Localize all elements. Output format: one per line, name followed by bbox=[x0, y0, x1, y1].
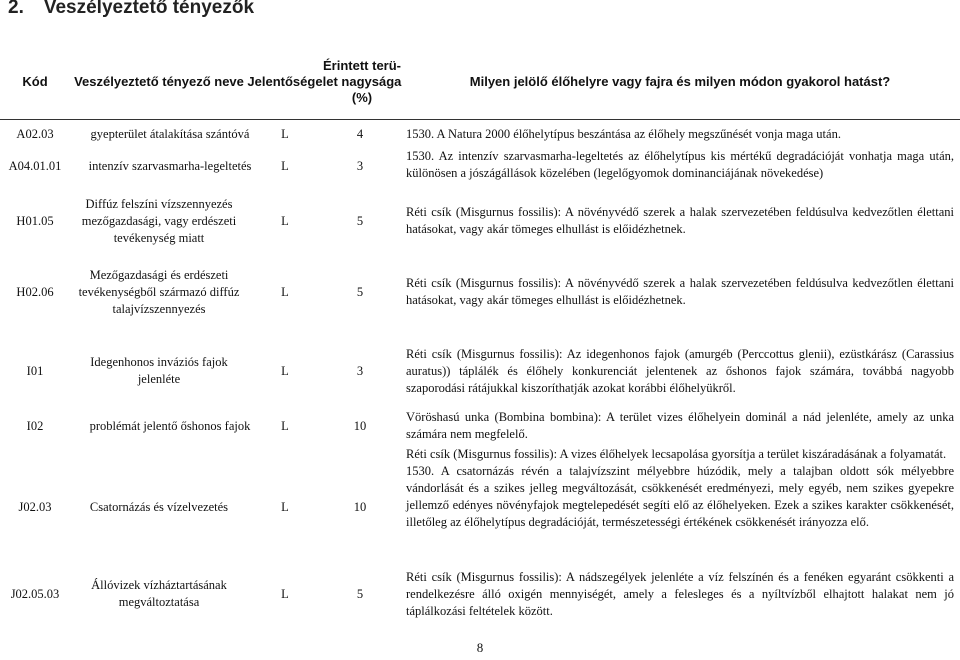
section-number: 2. bbox=[8, 0, 24, 18]
row-significance: L bbox=[281, 418, 289, 433]
row-name: Állóvizek vízháztartásának megváltoztatása bbox=[91, 578, 227, 609]
row-size: 3 bbox=[356, 363, 364, 378]
table-row bbox=[0, 148, 960, 184]
row-significance: L bbox=[281, 213, 289, 228]
row-code: J02.05.03 bbox=[10, 586, 60, 601]
table-row bbox=[0, 262, 960, 322]
header-effect: Milyen jelölő élőhelyre vagy fajra és milyen módon gyakorol hatást? bbox=[469, 74, 891, 89]
row-size: 5 bbox=[356, 213, 364, 228]
row-code: A04.01.01 bbox=[8, 158, 62, 173]
header-size-line2: let nagysága bbox=[322, 74, 402, 89]
row-name: gyepterület átalakítása szántóvá bbox=[90, 126, 250, 141]
row-code: J02.03 bbox=[18, 499, 52, 514]
row-name: Diffúz felszíni vízszennyezés mezőgazdasági, vagy erdészeti tevékenység miatt bbox=[81, 196, 237, 245]
page-number: 8 bbox=[476, 640, 484, 655]
row-name: intenzív szarvasmarha-legeltetés bbox=[88, 158, 252, 173]
section-title: Veszélyeztető tényezők bbox=[43, 0, 255, 18]
row-effect bbox=[406, 148, 954, 184]
header-area-size bbox=[320, 44, 404, 120]
row-code: I01 bbox=[26, 363, 44, 378]
row-significance: L bbox=[281, 586, 289, 601]
row-effect bbox=[406, 124, 954, 144]
row-significance: L bbox=[281, 284, 289, 299]
effect-text: Réti csík (Misgurnus fossilis): A vizes élőhelyek lecsapolása gyorsítja a terület kiszáradásának a folyamatát. bbox=[406, 447, 947, 461]
effect-text: Réti csík (Misgurnus fossilis): A növényvédő szerek a halak szervezetében feldúsulva kedvezőtlen élettani hatásokat, vagy akár tömeges elhullást is előidézhetnek. bbox=[406, 276, 954, 307]
table-row bbox=[0, 569, 960, 618]
effect-text: Réti csík (Misgurnus fossilis): Az idegenhonos fajok (amurgéb (Perccottus glenii), ezüstkárász (Carassius auratus)) táplálék és élőhely konkurenciát jelentenek az őshonos fajok számára, továbbá nagyobb szaporodási rátájukkal kiszoríthatják azokat korábbi élőhelyükről. bbox=[406, 346, 954, 395]
header-size-line3: (%) bbox=[351, 90, 373, 105]
row-effect bbox=[406, 194, 954, 248]
table-row bbox=[0, 446, 960, 568]
row-code: H01.05 bbox=[16, 213, 54, 228]
table-row bbox=[0, 344, 960, 398]
row-size: 4 bbox=[356, 126, 364, 141]
row-size: 5 bbox=[356, 586, 364, 601]
header-code: Kód bbox=[22, 74, 48, 89]
row-name: Idegenhonos inváziós fajok jelenléte bbox=[90, 355, 228, 386]
row-name: Csatornázás és vízelvezetés bbox=[89, 499, 229, 514]
row-significance: L bbox=[281, 158, 289, 173]
row-name: Mezőgazdasági és erdészeti tevékenységből származó diffúz talajvízszennyezés bbox=[78, 267, 240, 316]
row-significance: L bbox=[281, 363, 289, 378]
row-name: problémát jelentő őshonos fajok bbox=[89, 418, 251, 433]
row-effect bbox=[406, 408, 954, 444]
row-effect bbox=[406, 446, 954, 568]
header-divider bbox=[0, 119, 960, 120]
table-row bbox=[0, 124, 960, 144]
row-significance: L bbox=[281, 499, 289, 514]
row-size: 5 bbox=[356, 284, 364, 299]
table-row bbox=[0, 194, 960, 248]
effect-text: 1530. A csatornázás révén a talajvízszint mélyebbre húzódik, mely a talajban oldott sók mélyebbre vándorlását és a szikes jelleg megváltozását, csökkenését eredményezi, mely egyéb, nem szikes gyepekre jellemző edényes növényfajok megtelepedését segíti elő az élőhelyeken. Ezek a szikes karakter csökkenését, illetőleg az élőhelytípus degradációját, természetességi értékének csökkenését irányozza elő. bbox=[406, 464, 954, 529]
row-effect bbox=[406, 262, 954, 322]
effect-text: 1530. Az intenzív szarvasmarha-legeltetés az élőhelytípus kis mértékű degradációját vonhatja maga után, különösen a jószágállások közelében (legelőgyomok dominanciájának növekedése) bbox=[406, 149, 954, 180]
header-size-line1: Érintett terü- bbox=[323, 58, 401, 73]
row-code: A02.03 bbox=[16, 126, 54, 141]
row-significance: L bbox=[281, 126, 289, 141]
effect-text: Vöröshasú unka (Bombina bombina): A terület vizes élőhelyein dominál a nád jelenléte, amely az unka számára nem megfelelő. bbox=[406, 410, 954, 441]
effect-text: 1530. A Natura 2000 élőhelytípus beszántása az élőhely megszűnését vonja maga után. bbox=[406, 126, 841, 141]
effect-text: Réti csík (Misgurnus fossilis): A növényvédő szerek a halak szervezetében feldúsulva kedvezőtlen élettani hatásokat, vagy akár tömeges elhullást is előidézhetnek. bbox=[406, 205, 954, 236]
effect-text: Réti csík (Misgurnus fossilis): A nádszegélyek jelenléte a víz felszínén és a fenéken egyaránt csökkenti a rendelkezésre álló oxigén mennyiségét, amely a felesleges és a nyíltvízből elhajtott halakat nem jó táplálkozási feltételek között. bbox=[406, 569, 954, 618]
section-heading bbox=[8, 0, 254, 19]
row-effect bbox=[406, 344, 954, 398]
row-code: I02 bbox=[26, 418, 44, 433]
row-size: 10 bbox=[353, 499, 367, 514]
row-size: 3 bbox=[356, 158, 364, 173]
header-name: Veszélyeztető tényező neve bbox=[74, 74, 244, 89]
row-size: 10 bbox=[353, 418, 367, 433]
row-effect bbox=[406, 569, 954, 618]
row-code: H02.06 bbox=[16, 284, 54, 299]
header-significance: Jelentősége bbox=[247, 74, 323, 89]
table-row bbox=[0, 408, 960, 444]
